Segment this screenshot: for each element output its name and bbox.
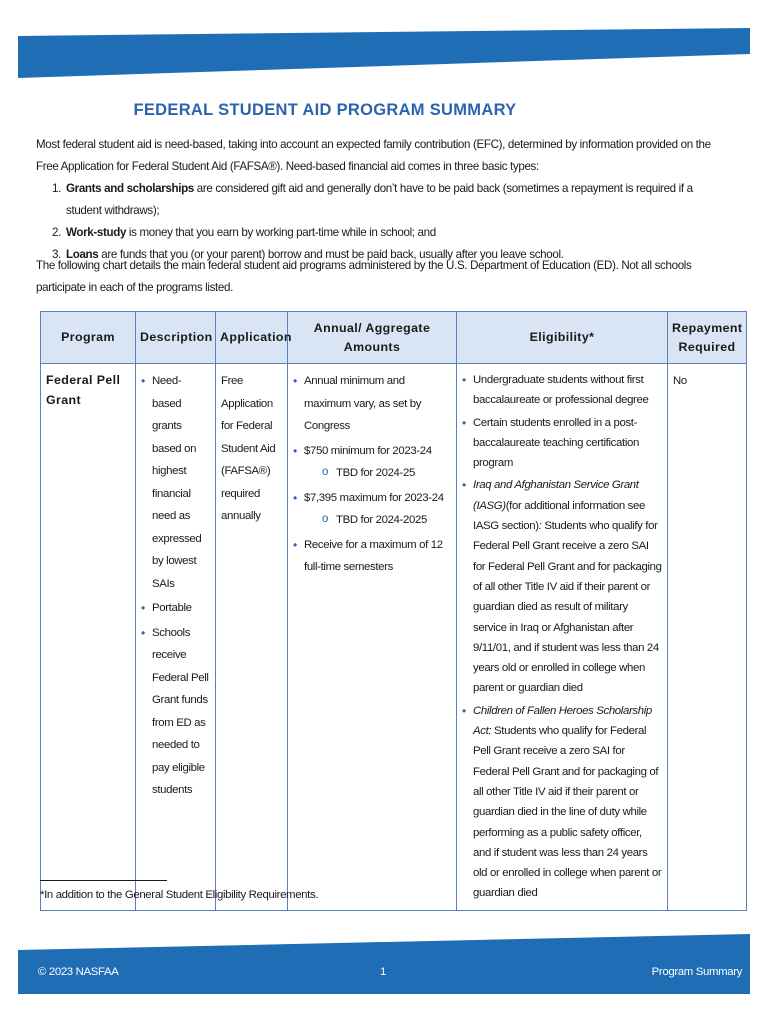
- cell-program: [41, 364, 136, 911]
- footnote-divider: [40, 880, 167, 881]
- footer-copyright: © 2023 NASFAA: [38, 966, 119, 978]
- footer-doc-title: Program Summary: [651, 966, 742, 978]
- description-item: • Schools receive Federal Pell Grant funds from ED as needed to pay eligible students: [141, 622, 210, 802]
- chart-intro-paragraph: The following chart details the main federal student aid programs administered by the U.S. Department of Education (ED). Not all schools participate in each of the programs listed.: [36, 259, 692, 294]
- header-description: Description: [136, 312, 216, 364]
- cell-application: [216, 364, 288, 911]
- aid-type-text: is money that you earn by working part-time while in school; and: [126, 226, 436, 239]
- program-name: Federal Pell Grant: [46, 373, 121, 407]
- aid-type-term: Grants and scholarships: [66, 182, 194, 195]
- amount-text: $750 minimum for 2023-24: [304, 444, 432, 457]
- eligibility-list: [462, 370, 662, 904]
- eligibility-item: [462, 701, 662, 904]
- eligibility-item: • Certain students enrolled in a post-baccalaureate teaching certification program: [462, 413, 662, 474]
- header-program: Program: [41, 312, 136, 364]
- iasg-colon: :: [538, 520, 542, 533]
- amount-item: • Receive for a maximum of 12 full-time semesters: [293, 534, 451, 579]
- cell-description: [136, 364, 216, 911]
- list-number: 3.: [52, 248, 61, 261]
- footnote: *In addition to the General Student Eligibility Requirements.: [40, 889, 319, 901]
- intro-paragraph: Most federal student aid is need-based, taking into account an expected family contribution (EFC), determined by information provided on the Free Application for Federal Student Aid (FAFSA®). Need-based financial aid comes in three basic types:: [36, 138, 711, 173]
- cell-eligibility: [457, 364, 668, 911]
- header-eligibility: Eligibility*: [457, 312, 668, 364]
- eligibility-item: • Undergraduate students without first baccalaureate or professional degree: [462, 370, 662, 411]
- fallen-heroes-text: Students who qualify for Federal Pell Grant receive a zero SAI for Federal Pell Grant and for packaging of all other Title IV aid if their parent or guardian died in the line of duty while performing as a public safety officer, and if student was less than 24 years old or enrolled in college when parent or guardian died: [473, 725, 662, 900]
- header-repayment-line1: Repayment: [672, 320, 743, 335]
- header-amounts-line1: Annual/ Aggregate: [313, 320, 431, 335]
- amount-subitem: o TBD for 2024-2025: [322, 509, 451, 532]
- application-text: Free Application for Federal Student Aid (FAFSA®) required annually: [221, 375, 276, 522]
- aid-type-item: [52, 222, 726, 244]
- program-summary-table: [40, 311, 747, 911]
- amount-item: [293, 487, 451, 532]
- eligibility-item: [462, 475, 662, 698]
- intro-section: [36, 134, 726, 266]
- list-number: 2.: [52, 226, 61, 239]
- header-application: Application: [216, 312, 288, 364]
- list-number: 1.: [52, 182, 61, 195]
- fallen-heroes-title: Children of Fallen Heroes Scholarship Act:: [473, 704, 652, 738]
- amount-sublist: [304, 462, 451, 485]
- table-header-row: [41, 312, 747, 364]
- description-list: [141, 370, 210, 802]
- header-repayment-line2: Required: [678, 339, 736, 354]
- aid-types-list: [36, 178, 726, 266]
- aid-type-text: are considered gift aid and generally don’t have to be paid back (sometimes a repayment is required if a student withdraws);: [66, 182, 693, 217]
- repayment-value: No: [673, 375, 687, 387]
- iasg-text: Students who qualify for Federal Pell Grant receive a zero SAI for Federal Pell Grant and for packaging of all other Title IV aid if their parent or guardian died as result of military service in Iraq or Afghanistan after 9/11/01, and if student was less than 24 years old or enrolled in college when parent or guardian died: [473, 520, 662, 695]
- aid-type-term: Work-study: [66, 226, 127, 239]
- amount-text: $7,395 maximum for 2023-24: [304, 491, 444, 504]
- amount-item: [293, 440, 451, 485]
- footer-banner: [18, 934, 750, 994]
- aid-type-text: are funds that you (or your parent) borrow and must be paid back, usually after you leave school.: [98, 248, 564, 261]
- cell-amounts: [288, 364, 457, 911]
- description-item: • Portable: [141, 597, 210, 620]
- description-item: • Need-based grants based on highest financial need as expressed by lowest SAIs: [141, 370, 210, 595]
- header-repayment: [668, 312, 747, 364]
- table-row: [41, 364, 747, 911]
- iasg-reference: (for additional information see IASG section): [473, 499, 645, 533]
- footer-page-number: 1: [380, 966, 386, 978]
- aid-type-item: [52, 178, 726, 222]
- iasg-title: Iraq and Afghanistan Service Grant (IASG): [473, 479, 639, 512]
- amount-item: • Annual minimum and maximum vary, as set by Congress: [293, 370, 451, 438]
- header-banner: [18, 28, 750, 78]
- page-title: FEDERAL STUDENT AID PROGRAM SUMMARY: [133, 101, 517, 119]
- header-amounts: [288, 312, 457, 364]
- amounts-list: [293, 370, 451, 579]
- header-amounts-line2: Amounts: [343, 339, 401, 354]
- amount-sublist: [304, 509, 451, 532]
- cell-repayment: [668, 364, 747, 911]
- amount-subitem: o TBD for 2024-25: [322, 462, 451, 485]
- aid-type-term: Loans: [66, 248, 99, 261]
